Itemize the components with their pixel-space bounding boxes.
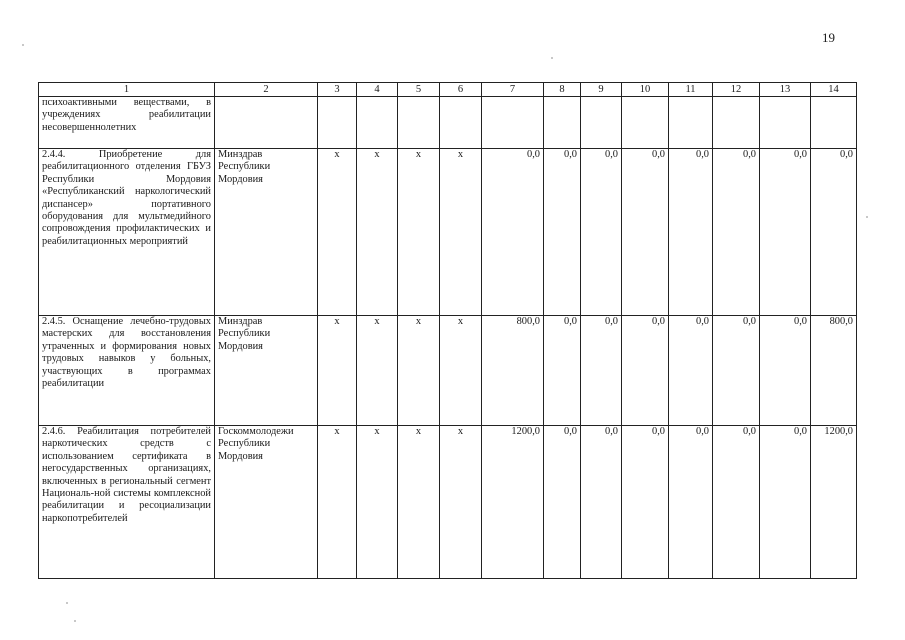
scan-speckle xyxy=(551,57,553,59)
scan-speckle xyxy=(22,44,24,46)
program-activities-table xyxy=(38,82,857,579)
table-row xyxy=(39,97,857,149)
mark-cell: х xyxy=(398,149,440,316)
header-cell: 7 xyxy=(482,83,544,97)
value-cell: 0,0 xyxy=(581,149,622,316)
activity-description: психоактивными веществами, в учреждениях реабилитации несовершеннолетних xyxy=(39,97,215,149)
executor-cell: Минздрав Республики Мордовия xyxy=(215,316,318,426)
value-cell: 0,0 xyxy=(760,426,811,579)
mark-cell: х xyxy=(318,149,357,316)
value-cell: 0,0 xyxy=(760,316,811,426)
mark-cell xyxy=(318,97,357,149)
mark-cell xyxy=(440,97,482,149)
header-cell: 4 xyxy=(357,83,398,97)
value-cell: 0,0 xyxy=(482,149,544,316)
header-cell: 14 xyxy=(811,83,857,97)
value-cell: 0,0 xyxy=(622,426,669,579)
mark-cell: х xyxy=(318,316,357,426)
table-row xyxy=(39,149,857,316)
scan-speckle xyxy=(66,602,68,604)
scan-speckle xyxy=(866,216,868,218)
header-cell: 11 xyxy=(669,83,713,97)
value-cell xyxy=(482,97,544,149)
value-cell: 1200,0 xyxy=(482,426,544,579)
mark-cell: х xyxy=(398,316,440,426)
mark-cell: х xyxy=(357,426,398,579)
table-row xyxy=(39,316,857,426)
header-cell: 8 xyxy=(544,83,581,97)
value-cell xyxy=(669,97,713,149)
value-cell: 1200,0 xyxy=(811,426,857,579)
activity-description: 2.4.4. Приобретение для реабилитационного отделения ГБУЗ Республики Мордовия «Республиканский наркологический диспансер» портативного оборудования для мультмедийного сопровождения профилактических и реабилитационных мероприятий xyxy=(39,149,215,316)
activity-description: 2.4.5. Оснащение лечебно-трудовых мастерских для восстановления утраченных и формирования новых трудовых навыков у больных, участвующих в программах реабилитации xyxy=(39,316,215,426)
table-header-row xyxy=(39,83,857,97)
executor-cell: Госкоммолодежи Республики Мордовия xyxy=(215,426,318,579)
value-cell: 0,0 xyxy=(669,316,713,426)
mark-cell xyxy=(398,97,440,149)
value-cell: 800,0 xyxy=(482,316,544,426)
page-number: 19 xyxy=(822,30,835,45)
value-cell: 0,0 xyxy=(669,426,713,579)
mark-cell: х xyxy=(357,149,398,316)
value-cell xyxy=(622,97,669,149)
executor-cell: Минздрав Республики Мордовия xyxy=(215,149,318,316)
mark-cell xyxy=(357,97,398,149)
value-cell: 0,0 xyxy=(544,149,581,316)
header-cell: 10 xyxy=(622,83,669,97)
header-cell: 5 xyxy=(398,83,440,97)
value-cell: 0,0 xyxy=(760,149,811,316)
header-cell: 1 xyxy=(39,83,215,97)
mark-cell: х xyxy=(357,316,398,426)
activity-description: 2.4.6. Реабилитация потребителей наркотических средств с использованием сертификата в негосударственных организациях, включенных в региональный сегмент Националь-ной системы комплексной реабилитации и ресоциализации наркопотребителей xyxy=(39,426,215,579)
header-cell: 6 xyxy=(440,83,482,97)
value-cell: 0,0 xyxy=(713,316,760,426)
mark-cell: х xyxy=(398,426,440,579)
value-cell xyxy=(713,97,760,149)
value-cell: 0,0 xyxy=(544,426,581,579)
value-cell: 0,0 xyxy=(581,426,622,579)
mark-cell: х xyxy=(440,149,482,316)
value-cell: 0,0 xyxy=(544,316,581,426)
mark-cell: х xyxy=(440,316,482,426)
header-cell: 13 xyxy=(760,83,811,97)
header-cell: 9 xyxy=(581,83,622,97)
header-cell: 12 xyxy=(713,83,760,97)
mark-cell: х xyxy=(440,426,482,579)
value-cell: 0,0 xyxy=(811,149,857,316)
table-row xyxy=(39,426,857,579)
value-cell: 0,0 xyxy=(622,149,669,316)
header-cell: 3 xyxy=(318,83,357,97)
value-cell: 0,0 xyxy=(713,149,760,316)
value-cell xyxy=(811,97,857,149)
value-cell xyxy=(544,97,581,149)
scan-speckle xyxy=(74,620,76,622)
value-cell xyxy=(760,97,811,149)
mark-cell: х xyxy=(318,426,357,579)
value-cell: 0,0 xyxy=(713,426,760,579)
executor-cell xyxy=(215,97,318,149)
value-cell: 0,0 xyxy=(622,316,669,426)
value-cell: 0,0 xyxy=(581,316,622,426)
value-cell xyxy=(581,97,622,149)
value-cell: 0,0 xyxy=(669,149,713,316)
header-cell: 2 xyxy=(215,83,318,97)
value-cell: 800,0 xyxy=(811,316,857,426)
